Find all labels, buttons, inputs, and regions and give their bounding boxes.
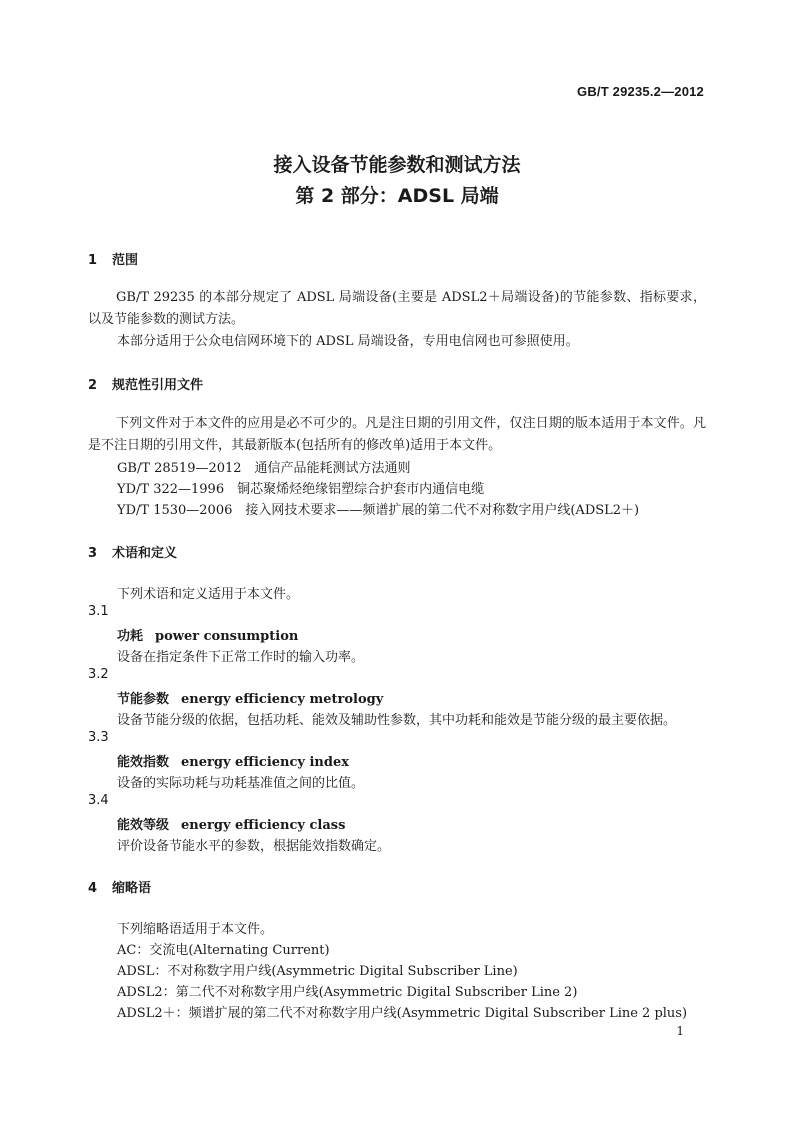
abbreviation-item: AC：交流电(Alternating Current) bbox=[117, 943, 330, 958]
abbreviation-item: ADSL：不对称数字用户线(Asymmetric Digital Subscriber Line) bbox=[117, 964, 518, 979]
abbreviation-item: ADSL2＋：频谱扩展的第二代不对称数字用户线(Asymmetric Digital Subscriber Line 2 plus) bbox=[117, 1006, 688, 1021]
title-line-1: 接入设备节能参数和测试方法 bbox=[273, 154, 521, 176]
abbreviation-item: ADSL2：第二代不对称数字用户线(Asymmetric Digital Subscriber Line 2) bbox=[117, 985, 578, 1000]
section-1-paragraph-2: 本部分适用于公众电信网环境下的 ADSL 局端设备，专用电信网也可参照使用。 bbox=[117, 334, 579, 349]
section-title: 缩略语 bbox=[112, 881, 152, 896]
section-number: 2 bbox=[88, 378, 98, 393]
reference-item: GB/T 28519—2012 通信产品能耗测试方法通则 bbox=[117, 461, 411, 476]
section-2-paragraph-1: 下列文件对于本文件的应用是必不可少的。凡是注日期的引用文件，仅注日期的版本适用于本文件。凡是不注日期的引用文件，其最新版本(包括所有的修改单)适用于本文件。 bbox=[88, 416, 706, 453]
section-1-paragraph-1: GB/T 29235 的本部分规定了 ADSL 局端设备(主要是 ADSL2＋局端设备)的节能参数、指标要求，以及节能参数的测试方法。 bbox=[88, 290, 706, 327]
title-line-2: 第 2 部分：ADSL 局端 bbox=[295, 185, 499, 207]
term-heading: 能效等级 energy efficiency class bbox=[117, 818, 346, 833]
section-4-intro: 下列缩略语适用于本文件。 bbox=[117, 922, 274, 937]
term-definition: 评价设备节能水平的参数，根据能效指数确定。 bbox=[117, 839, 391, 854]
term-definition: 设备在指定条件下正常工作时的输入功率。 bbox=[117, 650, 365, 665]
term-definition: 设备节能分级的依据，包括功耗、能效及辅助性参数，其中功耗和能效是节能分级的最主要依据。 bbox=[117, 713, 677, 728]
section-3-intro: 下列术语和定义适用于本文件。 bbox=[117, 587, 300, 602]
section-title: 范围 bbox=[112, 253, 139, 268]
reference-item: YD/T 322—1996 铜芯聚烯烃绝缘铝塑综合护套市内通信电缆 bbox=[117, 482, 485, 497]
term-definition: 设备的实际功耗与功耗基准值之间的比值。 bbox=[117, 776, 365, 791]
section-3-heading bbox=[88, 542, 177, 561]
section-2-heading bbox=[88, 374, 203, 393]
reference-item: YD/T 1530—2006 接入网技术要求——频谱扩展的第二代不对称数字用户线(ADSL2＋) bbox=[117, 503, 640, 518]
term-number: 3.3 bbox=[88, 730, 109, 745]
section-1-heading bbox=[88, 249, 138, 268]
page-number: 1 bbox=[676, 1024, 684, 1038]
section-4-heading bbox=[88, 877, 151, 896]
section-title: 规范性引用文件 bbox=[112, 378, 204, 393]
term-number: 3.2 bbox=[88, 667, 109, 682]
term-heading: 功耗 power consumption bbox=[117, 629, 299, 644]
standard-number: GB/T 29235.2—2012 bbox=[577, 84, 704, 99]
term-heading: 能效指数 energy efficiency index bbox=[117, 755, 349, 770]
section-number: 3 bbox=[88, 546, 98, 561]
section-number: 4 bbox=[88, 881, 98, 896]
term-number: 3.4 bbox=[88, 793, 109, 808]
section-title: 术语和定义 bbox=[112, 546, 178, 561]
term-number: 3.1 bbox=[88, 604, 109, 619]
term-heading: 节能参数 energy efficiency metrology bbox=[117, 692, 384, 707]
section-number: 1 bbox=[88, 253, 98, 268]
